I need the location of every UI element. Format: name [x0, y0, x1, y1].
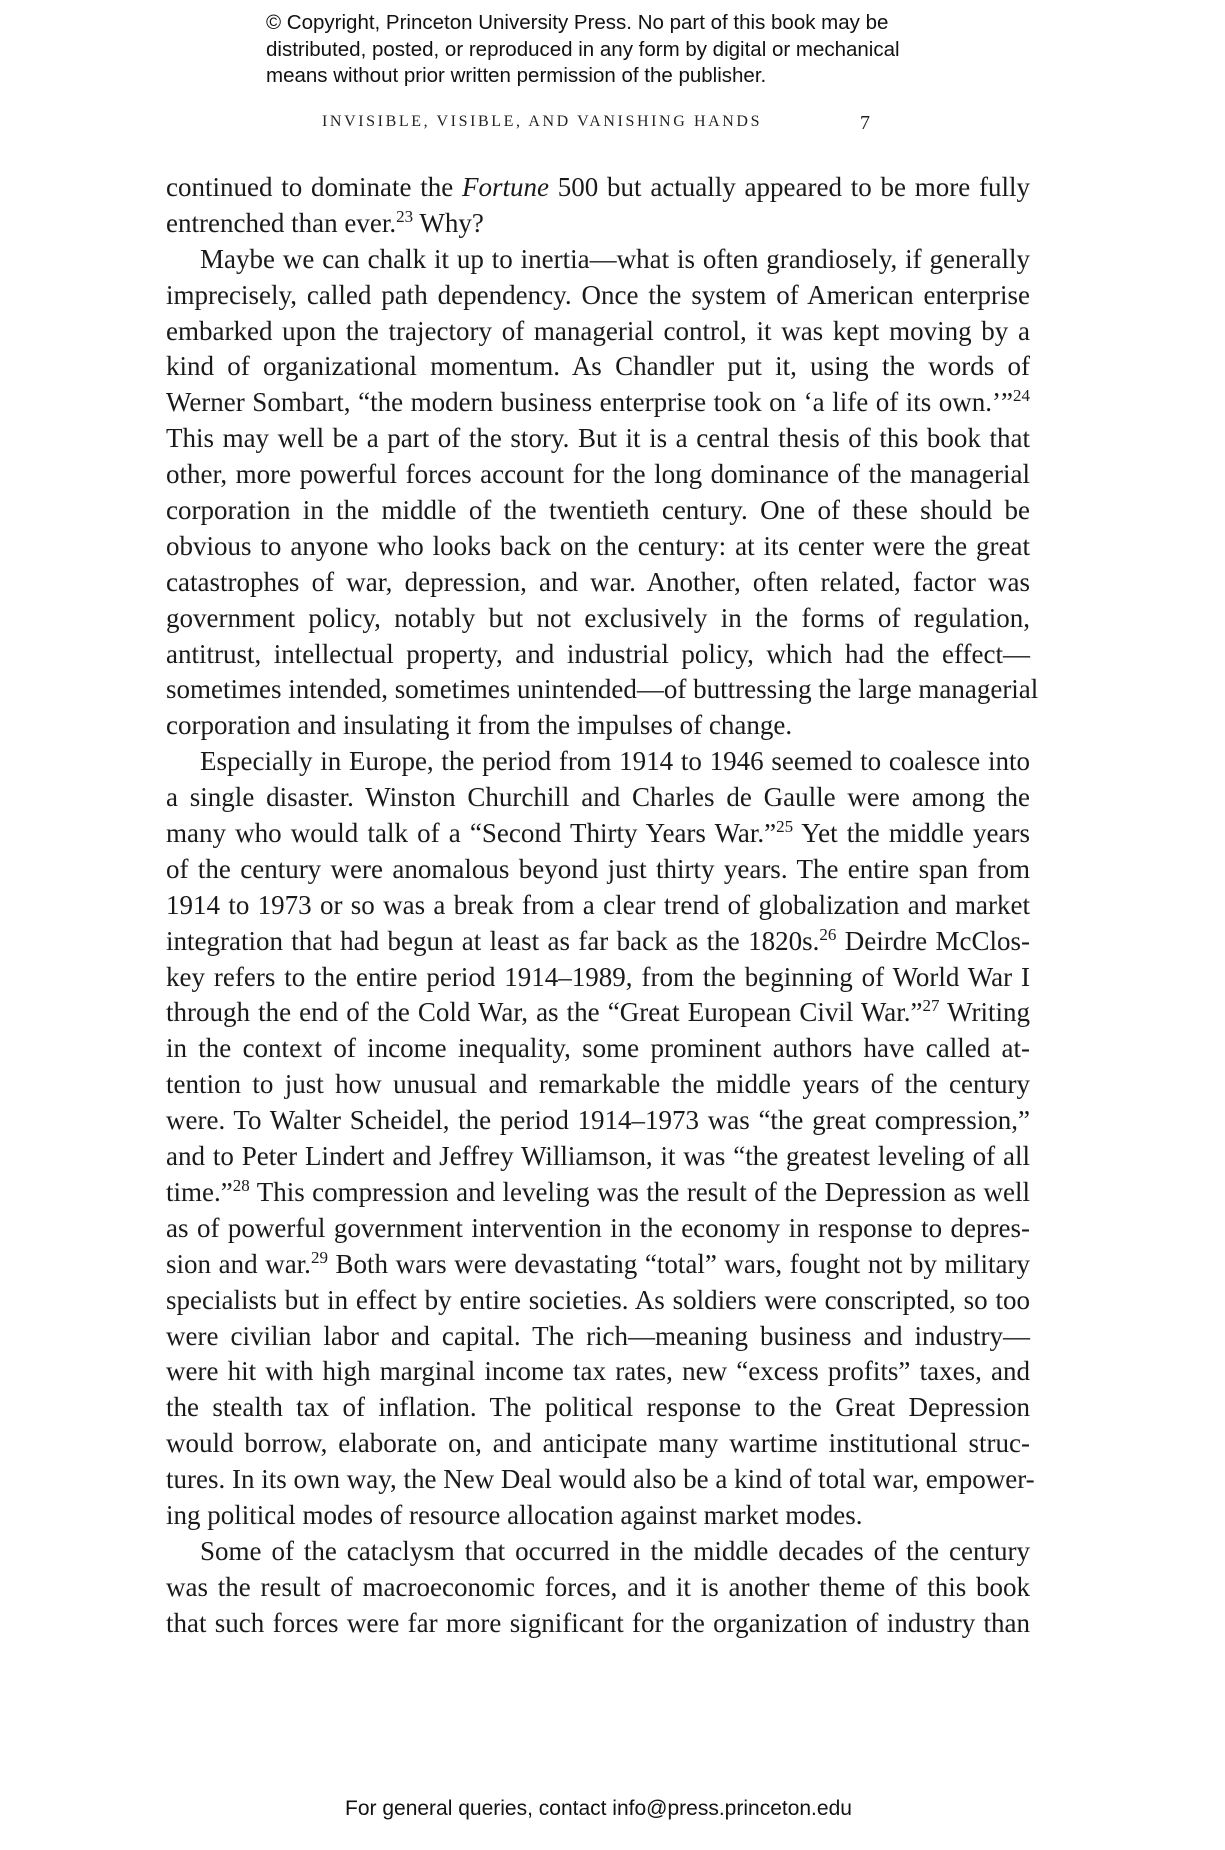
footer-contact: For general queries, contact info@press.princeton.edu [345, 1797, 852, 1820]
line-text: was the result of macroeconomic forces, and it is another theme of this book [166, 1571, 1030, 1602]
line-text: tention to just how unusual and remarkable the middle years of the century [166, 1069, 1030, 1100]
text-line [166, 672, 1039, 708]
text-line [166, 888, 1030, 924]
line-text: in the context of income inequality, some prominent authors have called at- [166, 1033, 1030, 1064]
italic-text: Fortune [462, 172, 550, 202]
text-line [166, 601, 1030, 637]
text-line [166, 1570, 1030, 1606]
text-line [166, 852, 1030, 888]
footnote-ref: 29 [310, 1247, 328, 1267]
copyright-line: distributed, posted, or reproduced in any form by digital or mechanical [266, 37, 900, 61]
line-text: Some of the cataclysm that occurred in the middle decades of the century [200, 1535, 1030, 1566]
line-text: Maybe we can chalk it up to inertia—what is often grandiosely, if generally [200, 243, 1030, 274]
text-line [166, 1031, 1030, 1067]
line-text: Deirdre McClos- [836, 925, 1031, 956]
text-line [166, 421, 1030, 457]
line-text: kind of organizational momentum. As Chandler put it, using the words of [166, 351, 1030, 382]
line-text: were civilian labor and capital. The rich—meaning business and industry— [166, 1320, 1030, 1351]
line-text: sion and war. [166, 1248, 311, 1279]
line-text: obvious to anyone who looks back on the century: at its center were the great [166, 530, 1030, 561]
running-head: INVISIBLE, VISIBLE, AND VANISHING HANDS [322, 113, 763, 130]
copyright-notice [266, 10, 986, 90]
text-line [166, 349, 1030, 385]
line-text: catastrophes of war, depression, and war. Another, often related, factor was [166, 566, 1030, 597]
line-text: of the century were anomalous beyond just thirty years. The entire span from [166, 853, 1030, 884]
line-text: This compression and leveling was the result of the Depression as well [249, 1176, 1030, 1207]
text-line [166, 170, 1030, 206]
line-text: would borrow, elaborate on, and anticipate many wartime institutional struc- [166, 1428, 1030, 1459]
copyright-line: means without prior written permission of the publisher. [266, 64, 767, 87]
text-line [166, 1175, 1030, 1211]
text-line [166, 960, 1030, 996]
line-text: Both wars were devastating “total” wars, fought not by military [327, 1248, 1031, 1279]
line-text: many who would talk of a “Second Thirty Years War.” [166, 818, 777, 849]
text-line [166, 924, 1030, 960]
text-line [166, 457, 1030, 493]
line-text: through the end of the Cold War, as the “Great European Civil War.” [166, 997, 923, 1028]
line-text: key refers to the entire period 1914–1989, from the beginning of World War I [166, 961, 1030, 992]
text-line [166, 1103, 1030, 1139]
text-line [166, 816, 1030, 852]
line-text: Why? [413, 207, 484, 238]
text-line [166, 744, 1030, 780]
line-text: Especially in Europe, the period from 1914 to 1946 seemed to coalesce into [200, 746, 1030, 777]
line-text: 1914 to 1973 or so was a break from a clear trend of globalization and market [166, 889, 1030, 920]
line-text: a single disaster. Winston Churchill and Charles de Gaulle were among the [166, 782, 1030, 813]
line-text: Yet the middle years [793, 818, 1030, 849]
text-line [166, 1283, 1030, 1319]
line-text: were hit with high marginal income tax rates, new “excess profits” taxes, and [166, 1356, 1030, 1387]
text-line [166, 1462, 1035, 1498]
text-line [166, 1606, 1030, 1642]
text-line [166, 1139, 1030, 1175]
footnote-ref: 26 [819, 924, 837, 944]
line-text: time.” [166, 1176, 233, 1207]
footnote-ref: 23 [396, 206, 414, 226]
body-text [166, 170, 1039, 1642]
line-text: entrenched than ever. [166, 207, 397, 238]
text-line [166, 565, 1030, 601]
text-line [166, 278, 1030, 314]
line-text: specialists but in effect by entire societies. As soldiers were conscripted, so too [166, 1284, 1030, 1315]
text-line [166, 385, 1030, 421]
text-line [166, 995, 1030, 1031]
text-line [166, 1426, 1030, 1462]
footnote-ref: 27 [922, 996, 940, 1016]
text-line [166, 637, 1030, 673]
line-text: other, more powerful forces account for the long dominance of the managerial [166, 459, 1030, 490]
line-text: corporation in the middle of the twentieth century. One of these should be [166, 495, 1030, 526]
line-text: This may well be a part of the story. But it is a central thesis of this book that [166, 423, 1030, 454]
line-text: imprecisely, called path dependency. Once the system of American enterprise [166, 279, 1030, 310]
footnote-ref: 24 [1013, 386, 1030, 406]
line-text: as of powerful government intervention in the economy in response to depres- [166, 1212, 1030, 1243]
page-number: 7 [860, 112, 870, 134]
text-line [166, 206, 1030, 242]
text-line [166, 780, 1030, 816]
line-text: that such forces were far more significant for the organization of industry than [166, 1607, 1030, 1638]
line-text: the stealth tax of inflation. The political response to the Great Depression [166, 1392, 1030, 1423]
text-line [166, 1534, 1030, 1570]
text-line [166, 1319, 1030, 1355]
footnote-ref: 25 [776, 817, 794, 837]
text-line [166, 1067, 1030, 1103]
line-text: Writing [939, 997, 1030, 1028]
copyright-line: © Copyright, Princeton University Press. No part of this book may be [266, 11, 889, 34]
text-line [166, 493, 1030, 529]
text-line [166, 314, 1030, 350]
text-line [166, 708, 1030, 744]
line-text: embarked upon the trajectory of managerial control, it was kept moving by a [166, 315, 1030, 346]
text-line [166, 1354, 1030, 1390]
line-text: Werner Sombart, “the modern business enterprise took on ‘a life of its own.’” [166, 387, 1013, 418]
line-text: government policy, notably but not exclusively in the forms of regulation, [166, 602, 1030, 633]
line-text: continued to dominate the [166, 172, 463, 202]
line-text: ing political modes of resource allocation against market modes. [166, 1499, 863, 1530]
line-text: were. To Walter Scheidel, the period 1914–1973 was “the great compression,” [166, 1105, 1030, 1136]
text-line [166, 1211, 1030, 1247]
text-line [166, 1247, 1030, 1283]
footnote-ref: 28 [232, 1175, 250, 1195]
line-text: corporation and insulating it from the impulses of change. [166, 710, 793, 741]
line-text: 500 but actually appeared to be more fully [549, 172, 1031, 202]
line-text: sometimes intended, sometimes unintended—of buttressing the large managerial [166, 674, 1039, 705]
line-text: and to Peter Lindert and Jeffrey Williamson, it was “the greatest leveling of all [166, 1141, 1030, 1172]
line-text: antitrust, intellectual property, and industrial policy, which had the effect— [166, 638, 1030, 669]
text-line [166, 242, 1030, 278]
line-text: integration that had begun at least as far back as the 1820s. [166, 925, 820, 956]
text-line [166, 1390, 1030, 1426]
line-text: tures. In its own way, the New Deal would also be a kind of total war, empower- [166, 1464, 1035, 1495]
text-line [166, 529, 1030, 565]
text-line [166, 1498, 1030, 1534]
